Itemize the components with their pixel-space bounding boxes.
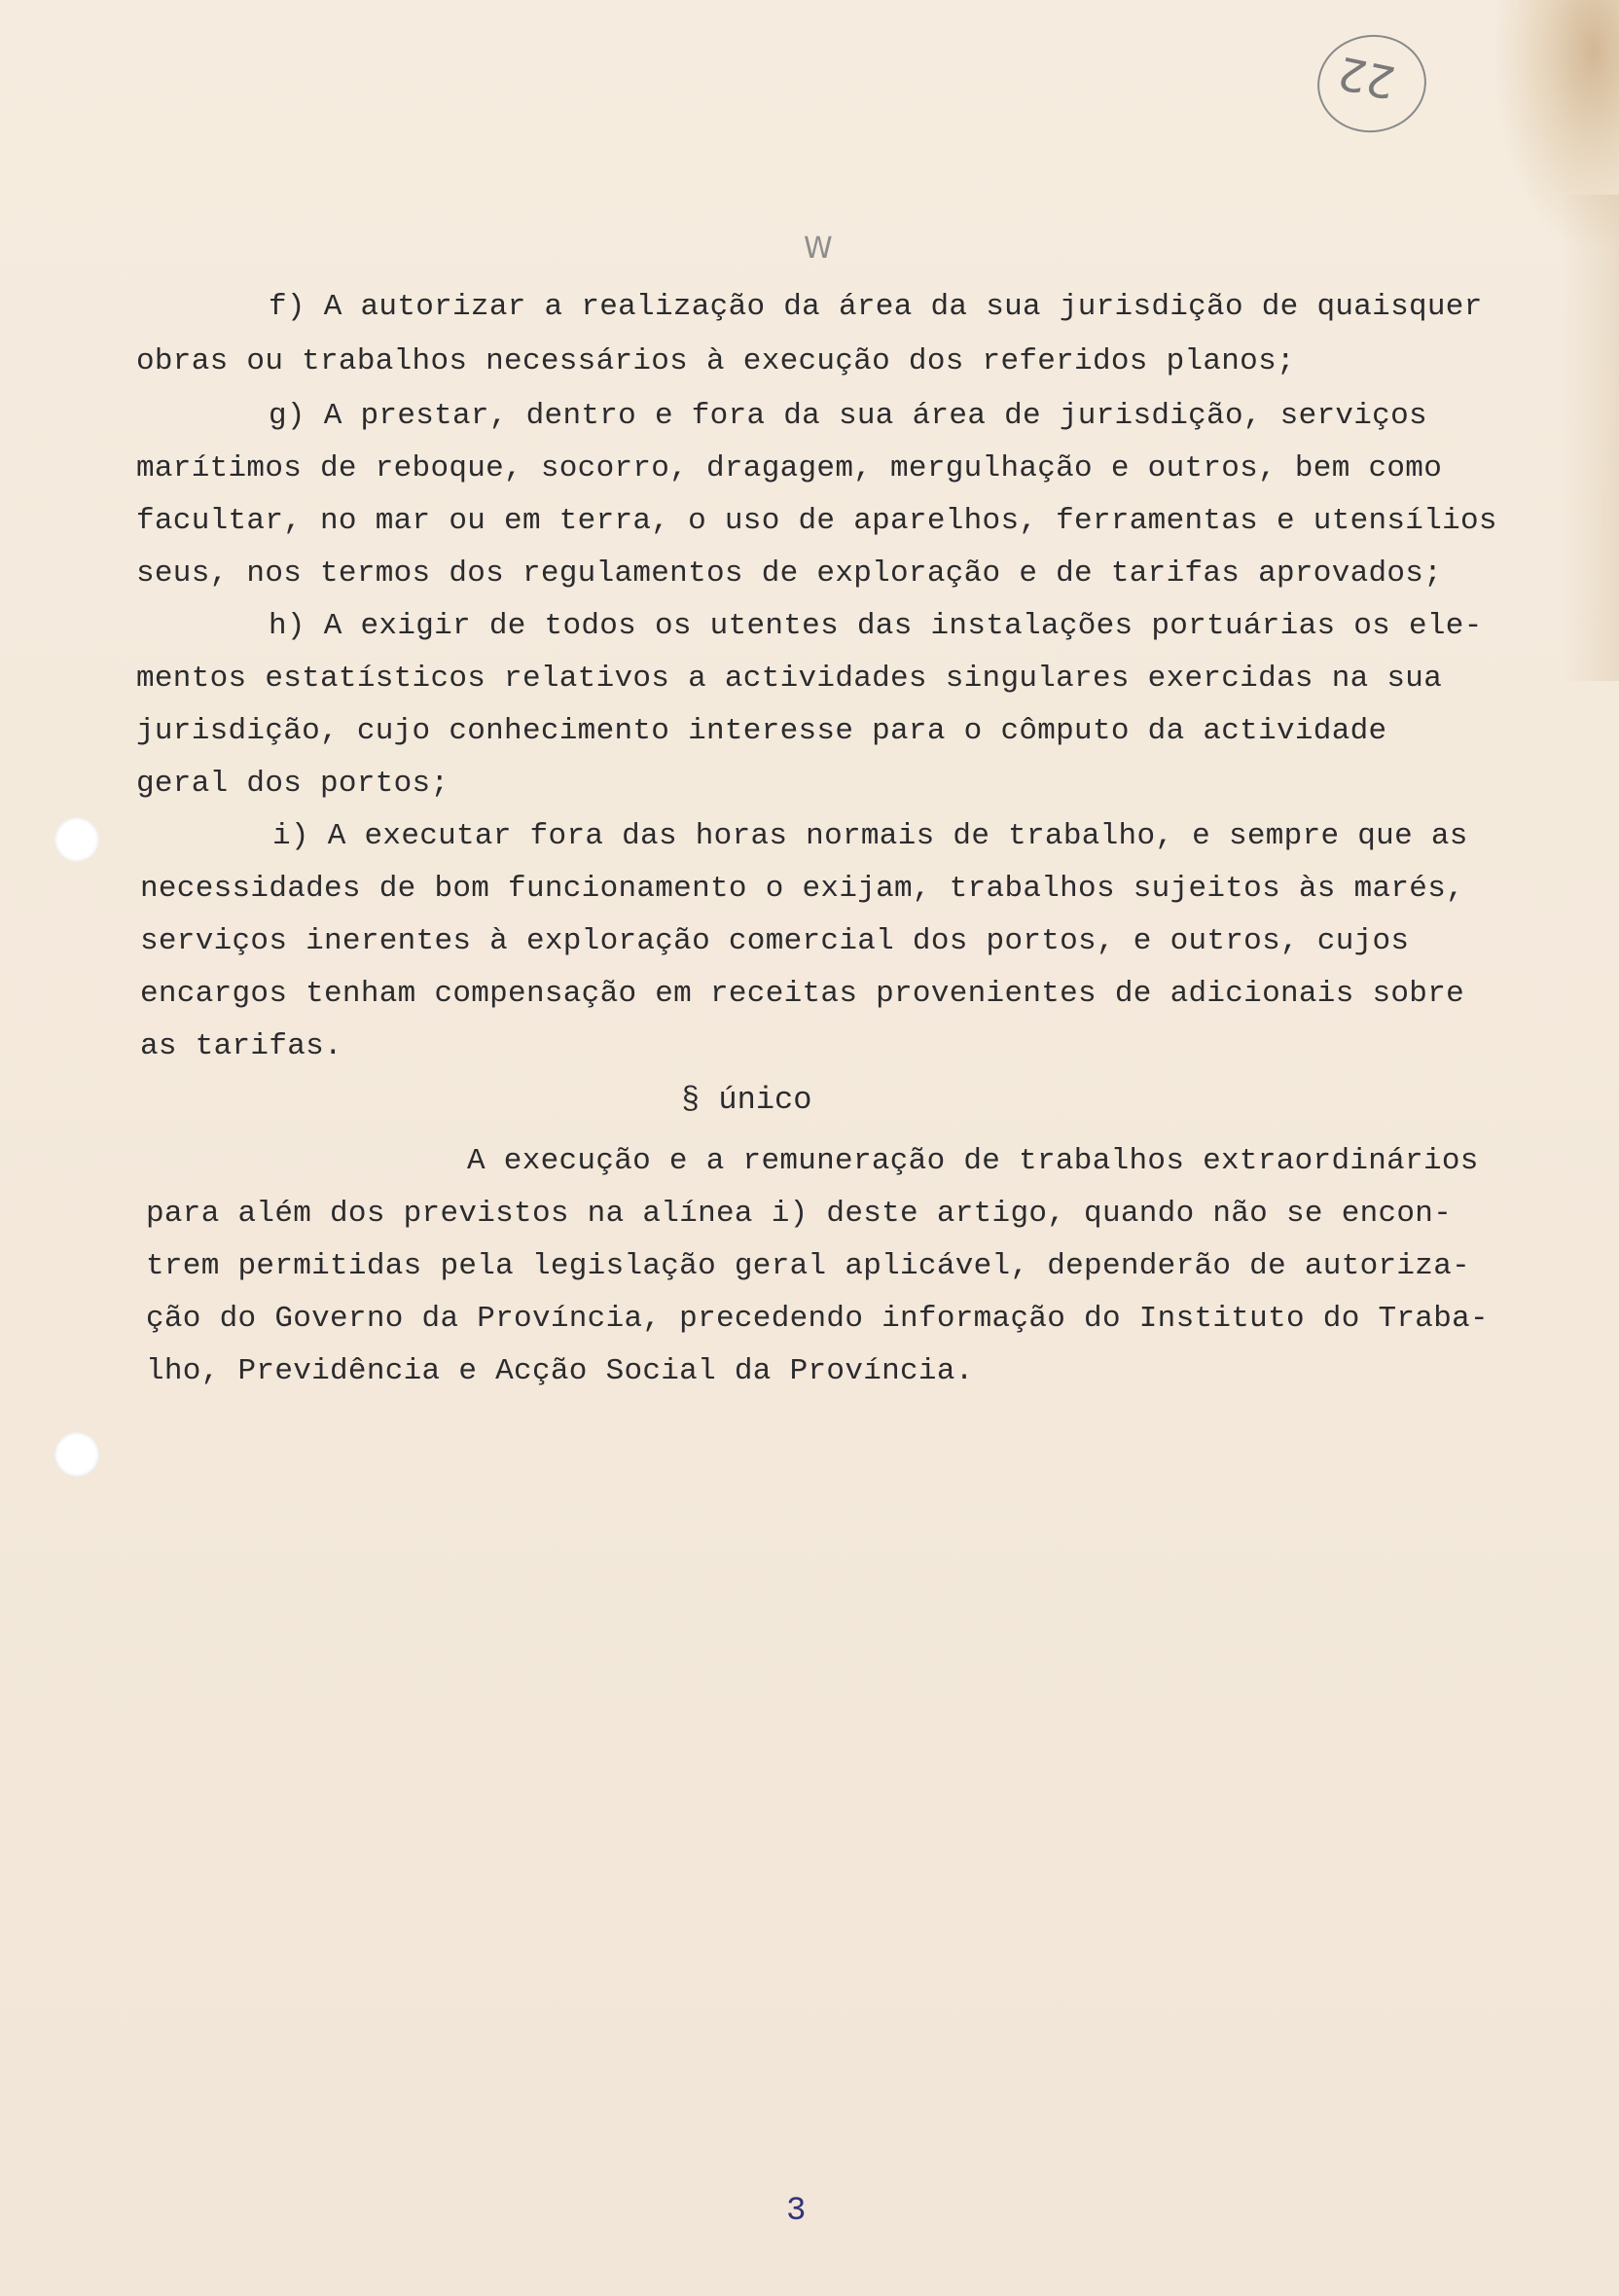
circled-page-number bbox=[1312, 28, 1433, 140]
pencil-mark: W bbox=[804, 232, 833, 266]
text-line: A execução e a remuneração de trabalhos extraordinários bbox=[467, 1144, 1479, 1178]
text-line: jurisdição, cujo conhecimento interesse para o cômputo da actividade bbox=[136, 714, 1387, 748]
section-heading: § único bbox=[681, 1082, 812, 1118]
text-line: lho, Previdência e Acção Social da Província. bbox=[146, 1354, 974, 1388]
text-line: ção do Governo da Província, precedendo informação do Instituto do Traba- bbox=[146, 1302, 1489, 1336]
text-line: mentos estatísticos relativos a actividades singulares exercidas na sua bbox=[136, 662, 1443, 696]
text-line: marítimos de reboque, socorro, dragagem, mergulhação e outros, bem como bbox=[136, 451, 1443, 485]
text-line: seus, nos termos dos regulamentos de exploração e de tarifas aprovados; bbox=[136, 556, 1443, 591]
text-line: h) A exigir de todos os utentes das instalações portuárias os ele- bbox=[269, 609, 1483, 643]
punch-hole-icon bbox=[54, 1432, 99, 1477]
text-line: trem permitidas pela legislação geral aplicável, dependerão de autoriza- bbox=[146, 1249, 1471, 1283]
text-line: obras ou trabalhos necessários à execução dos referidos planos; bbox=[136, 344, 1295, 378]
text-line: geral dos portos; bbox=[136, 767, 450, 801]
page-number: 3 bbox=[786, 2193, 807, 2230]
text-line: i) A executar fora das horas normais de trabalho, e sempre que as bbox=[272, 819, 1468, 853]
text-line: encargos tenham compensação em receitas provenientes de adicionais sobre bbox=[140, 977, 1465, 1011]
paper-edge-stain bbox=[1561, 195, 1619, 681]
circled-page-number-text: 22 bbox=[1333, 46, 1400, 110]
text-line: serviços inerentes à exploração comercial dos portos, e outros, cujos bbox=[140, 924, 1410, 958]
punch-hole-icon bbox=[54, 817, 99, 862]
text-line: g) A prestar, dentro e fora da sua área de jurisdição, serviços bbox=[269, 399, 1427, 433]
text-line: f) A autorizar a realização da área da sua jurisdição de quaisquer bbox=[269, 290, 1483, 324]
text-line: facultar, no mar ou em terra, o uso de aparelhos, ferramentas e utensílios bbox=[136, 504, 1497, 538]
text-line: para além dos previstos na alínea i) deste artigo, quando não se encon- bbox=[146, 1197, 1453, 1231]
text-line: necessidades de bom funcionamento o exijam, trabalhos sujeitos às marés, bbox=[140, 872, 1465, 906]
text-line: as tarifas. bbox=[140, 1029, 342, 1063]
